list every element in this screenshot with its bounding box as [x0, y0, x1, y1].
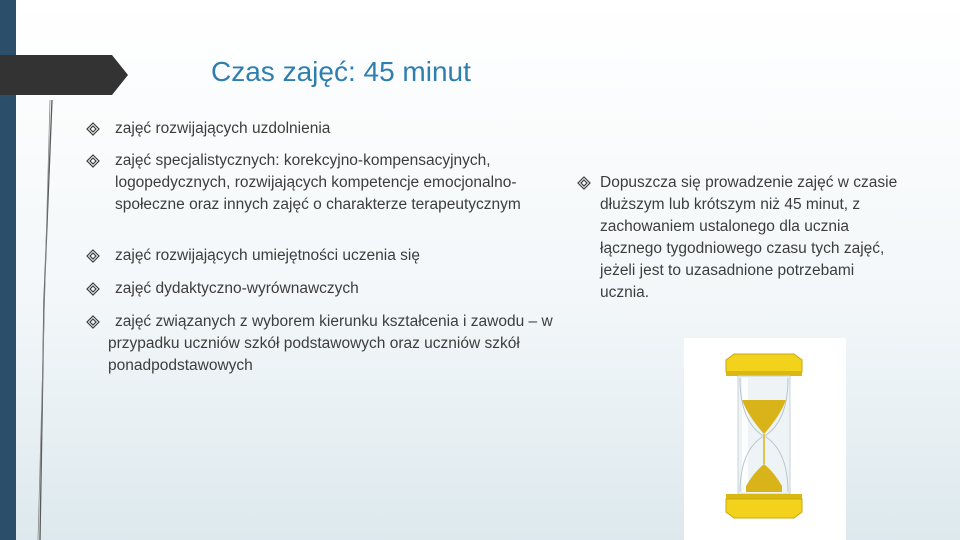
right-note	[577, 172, 907, 304]
list-item	[86, 278, 566, 300]
list-item-text: zajęć rozwijających umiejętności uczenia się	[115, 247, 420, 264]
diamond-bullet-icon	[86, 154, 100, 168]
diamond-bullet-icon	[86, 122, 100, 136]
diamond-bullet-icon	[577, 176, 591, 190]
diamond-bullet-icon	[86, 282, 100, 296]
diamond-bullet-icon	[86, 249, 100, 263]
list-item-text: zajęć dydaktyczno-wyrównawczych	[115, 280, 359, 297]
diamond-bullet-icon	[86, 315, 100, 329]
slide-title: Czas zajęć: 45 minut	[211, 56, 471, 87]
list-item-text: zajęć związanych z wyborem kierunku kształcenia i zawodu – w przypadku uczniów szkół podstawowych oraz uczniów szkół ponadpodstawowych	[108, 313, 553, 374]
list-item-text: zajęć rozwijających uzdolnienia	[115, 120, 331, 137]
list-item	[86, 118, 566, 140]
decorative-lines	[0, 0, 60, 540]
hourglass-image	[684, 338, 846, 540]
right-note-text: Dopuszcza się prowadzenie zajęć w czasie dłuższym lub krótszym niż 45 minut, z zachowaniem ustalonego dla ucznia łącznego tygodniowego czasu tych zajęć, jeżeli jest to uzasadnione potrzebami ucznia.	[600, 174, 898, 301]
list-item	[86, 311, 556, 377]
list-item	[86, 245, 566, 267]
list-item	[86, 150, 566, 216]
hourglass-icon	[684, 338, 846, 540]
list-item-text: zajęć specjalistycznych: korekcyjno-kompensacyjnych, logopedycznych, rozwijających kompetencje emocjonalno-społeczne oraz innych zajęć o charakterze terapeutycznym	[115, 152, 521, 213]
